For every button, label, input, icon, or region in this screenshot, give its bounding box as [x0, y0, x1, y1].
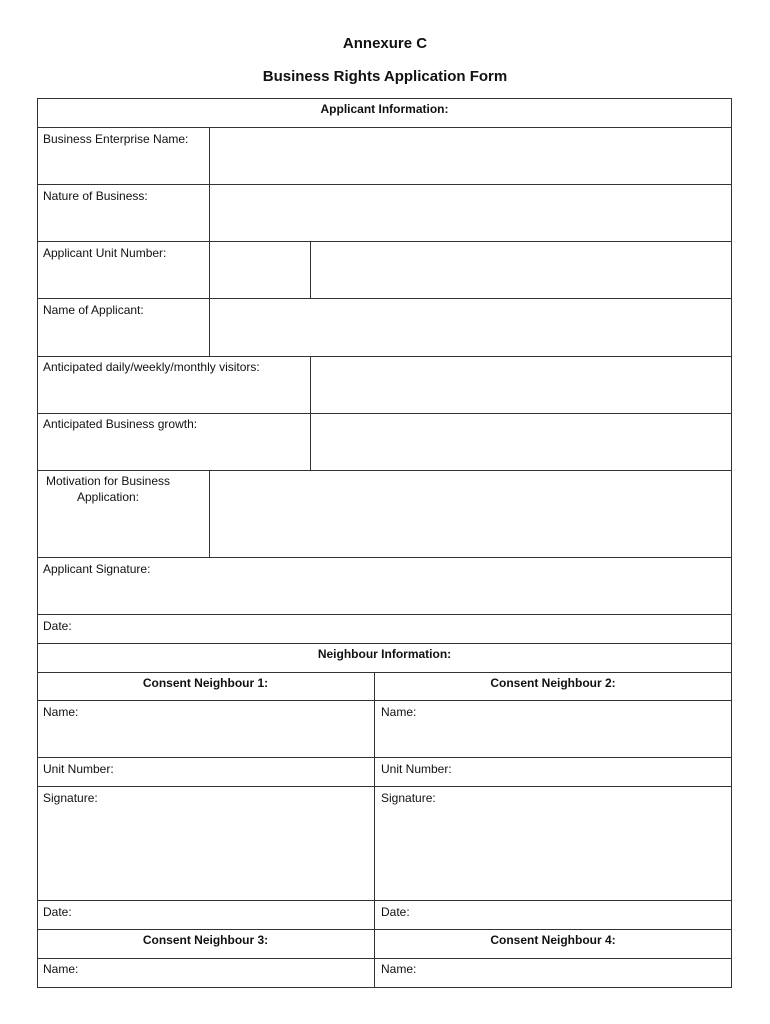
row-divider: [37, 557, 732, 558]
motivation-field[interactable]: [211, 472, 730, 556]
neighbour-1-signature-field[interactable]: [39, 806, 372, 899]
row-divider: [37, 672, 732, 673]
growth-field[interactable]: [312, 415, 730, 469]
column-divider: [310, 241, 311, 298]
neighbour-1-unit-field[interactable]: [125, 759, 372, 785]
neighbour-1-date-label: Date:: [43, 905, 72, 919]
neighbour-3-name-label: Name:: [43, 962, 79, 976]
neighbour-2-name-field[interactable]: [376, 720, 730, 756]
business-name-label: Business Enterprise Name:: [43, 132, 189, 146]
row-divider: [37, 127, 732, 128]
motivation-label-line1: Motivation for Business: [45, 474, 171, 488]
row-divider: [37, 900, 732, 901]
visitors-field[interactable]: [312, 358, 730, 412]
neighbour-4-name-label: Name:: [381, 962, 417, 976]
visitors-label: Anticipated daily/weekly/monthly visitors:: [43, 360, 260, 374]
row-divider: [37, 929, 732, 930]
nature-of-business-label: Nature of Business:: [43, 189, 148, 203]
neighbour-3-title: Consent Neighbour 3:: [142, 933, 269, 947]
form-title: Business Rights Application Form: [262, 68, 508, 85]
neighbour-2-unit-label: Unit Number:: [381, 762, 452, 776]
row-divider: [37, 757, 732, 758]
column-divider: [310, 356, 311, 470]
unit-number-label: Applicant Unit Number:: [43, 246, 167, 260]
row-divider: [37, 241, 732, 242]
neighbour-1-name-field[interactable]: [39, 720, 372, 756]
applicant-signature-field[interactable]: [39, 576, 730, 613]
applicant-name-field[interactable]: [211, 300, 730, 355]
row-divider: [37, 614, 732, 615]
row-divider: [37, 643, 732, 644]
nature-of-business-field[interactable]: [211, 186, 730, 240]
neighbour-1-name-label: Name:: [43, 705, 79, 719]
row-divider: [37, 470, 732, 471]
neighbour-4-title: Consent Neighbour 4:: [490, 933, 616, 947]
neighbour-4-name-field[interactable]: [422, 960, 730, 986]
applicant-section-title: Applicant Information:: [320, 102, 449, 116]
applicant-date-label: Date:: [43, 619, 72, 633]
neighbour-2-title: Consent Neighbour 2:: [490, 676, 616, 690]
applicant-date-field[interactable]: [80, 616, 730, 642]
unit-number-field[interactable]: [211, 243, 309, 297]
row-divider: [37, 413, 732, 414]
column-divider: [209, 470, 210, 557]
neighbour-2-signature-field[interactable]: [376, 806, 730, 899]
column-divider: [209, 298, 210, 356]
annexure-title: Annexure C: [342, 35, 428, 52]
neighbour-2-date-field[interactable]: [416, 902, 730, 928]
business-name-field[interactable]: [211, 129, 730, 183]
neighbour-2-date-label: Date:: [381, 905, 410, 919]
growth-label: Anticipated Business growth:: [43, 417, 198, 431]
motivation-label: [43, 473, 173, 505]
neighbour-1-signature-label: Signature:: [43, 791, 98, 805]
row-divider: [37, 184, 732, 185]
neighbour-1-title: Consent Neighbour 1:: [142, 676, 269, 690]
row-divider: [37, 958, 732, 959]
neighbour-1-unit-label: Unit Number:: [43, 762, 114, 776]
row-divider: [37, 356, 732, 357]
column-divider: [209, 127, 210, 298]
neighbour-1-date-field[interactable]: [80, 902, 372, 928]
neighbour-section-title: Neighbour Information:: [317, 647, 452, 661]
applicant-name-label: Name of Applicant:: [43, 303, 144, 317]
neighbour-2-signature-label: Signature:: [381, 791, 436, 805]
applicant-signature-label: Applicant Signature:: [43, 562, 151, 576]
row-divider: [37, 786, 732, 787]
neighbour-3-name-field[interactable]: [85, 960, 372, 986]
neighbour-2-name-label: Name:: [381, 705, 417, 719]
row-divider: [37, 700, 732, 701]
neighbour-2-unit-field[interactable]: [462, 759, 730, 785]
row-divider: [37, 298, 732, 299]
motivation-label-line2: Application:: [76, 490, 140, 504]
